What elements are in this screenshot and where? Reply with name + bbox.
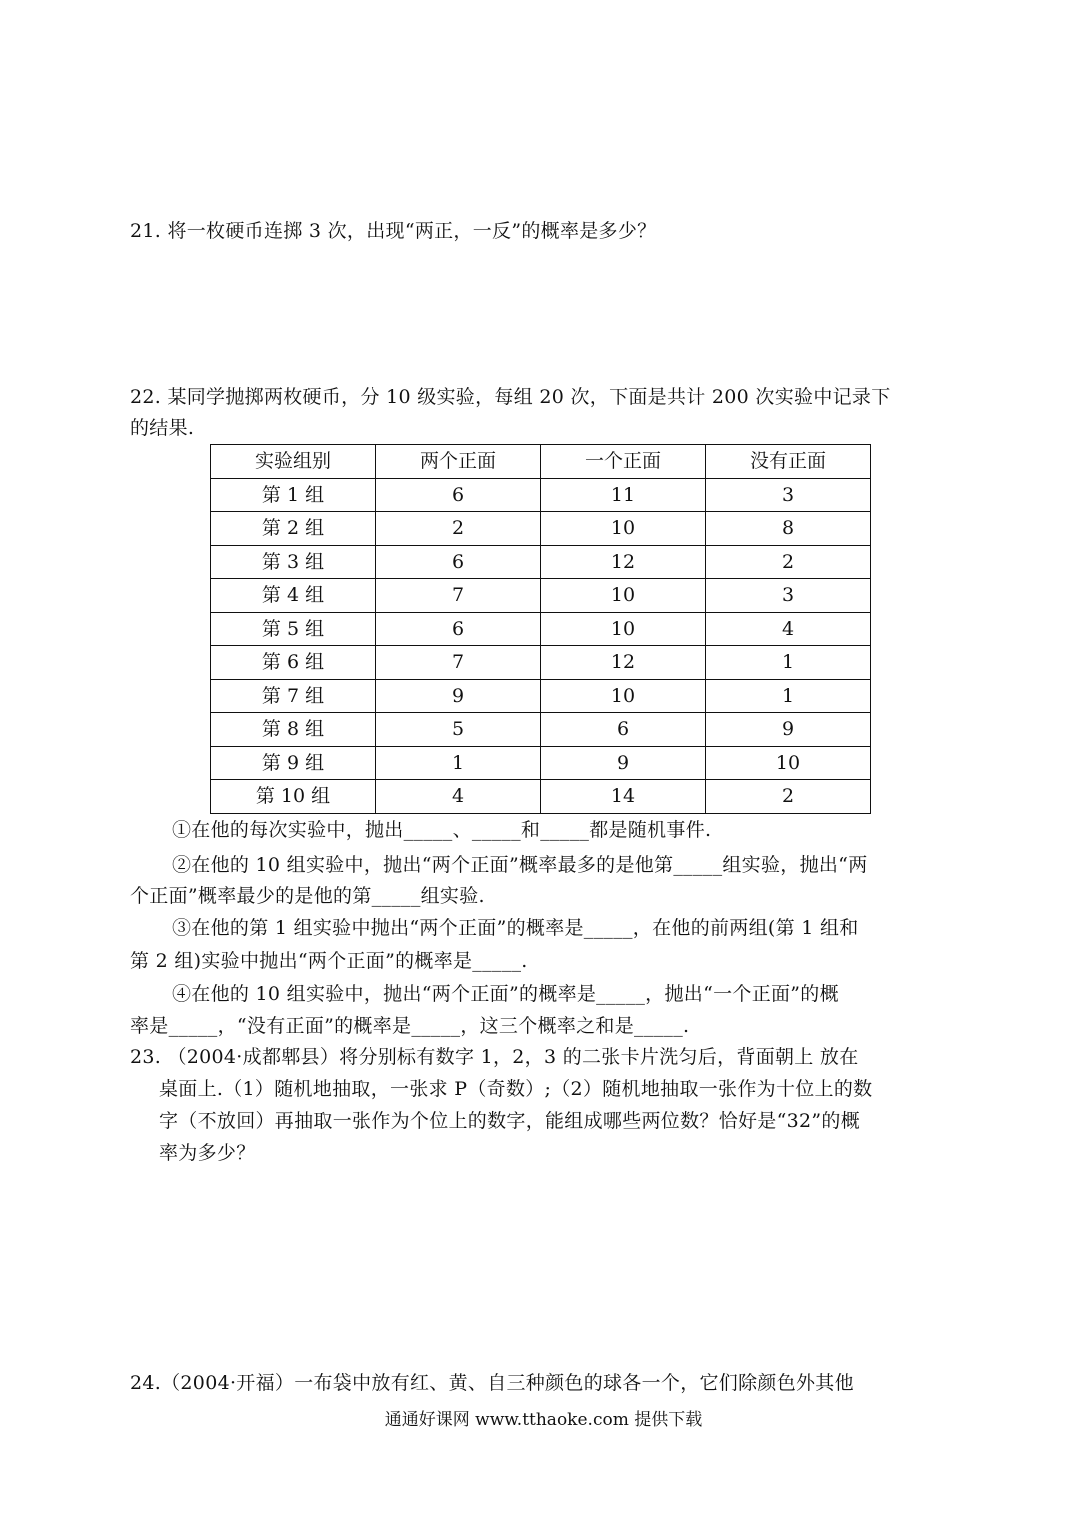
table-cell: 7 (376, 579, 541, 613)
table-cell: 第 8 组 (211, 713, 376, 747)
table-row (211, 713, 871, 747)
table-cell: 第 3 组 (211, 545, 376, 579)
table-cell: 2 (376, 512, 541, 546)
table-header-row (211, 445, 871, 479)
table-cell: 5 (376, 713, 541, 747)
table-cell: 11 (541, 478, 706, 512)
table-cell: 第 4 组 (211, 579, 376, 613)
table-cell: 1 (376, 746, 541, 780)
question-23-line-2: 桌面上.（1）随机地抽取，一张求 P（奇数）;（2）随机地抽取一张作为十位上的数 (159, 1078, 873, 1100)
question-21: 21. 将一枚硬币连掷 3 次，出现“两正，一反”的概率是多少？ (130, 220, 657, 242)
table-row (211, 512, 871, 546)
table-cell: 4 (706, 612, 871, 646)
header-one-head: 一个正面 (541, 445, 706, 479)
table-cell: 3 (706, 579, 871, 613)
table-cell: 10 (541, 612, 706, 646)
table-row (211, 646, 871, 680)
table-cell: 第 10 组 (211, 780, 376, 814)
question-22-sub-3-line-2: 第 2 组)实验中抛出“两个正面”的概率是_____. (130, 950, 528, 972)
table-cell: 2 (706, 545, 871, 579)
question-23-line-1: 23. （2004·成都郫县）将分别标有数字 1，2，3 的二张卡片洗匀后，背面朝上 放在 (130, 1046, 859, 1068)
table-row (211, 679, 871, 713)
question-24-line-1: 24.（2004·开福）一布袋中放有红、黄、自三种颜色的球各一个，它们除颜色外其他 (130, 1372, 854, 1394)
table-cell: 9 (376, 679, 541, 713)
table-cell: 第 2 组 (211, 512, 376, 546)
table-cell: 9 (541, 746, 706, 780)
page-footer: 通通好课网 www.tthaoke.com 提供下载 (384, 1410, 703, 1430)
question-23-line-4: 率为多少？ (159, 1142, 256, 1164)
question-23-line-3: 字（不放回）再抽取一张作为个位上的数字，能组成哪些两位数？恰好是“32”的概 (159, 1110, 861, 1132)
table-row (211, 780, 871, 814)
table-cell: 4 (376, 780, 541, 814)
table-cell: 10 (541, 679, 706, 713)
question-22-line-1: 22. 某同学抛掷两枚硬币，分 10 级实验，每组 20 次，下面是共计 200 次实验中记录下 (130, 386, 891, 408)
table-cell: 第 7 组 (211, 679, 376, 713)
table-row (211, 545, 871, 579)
question-22-sub-2-line-1: ②在他的 10 组实验中，抛出“两个正面”概率最多的是他第_____组实验，抛出“两 (172, 854, 868, 876)
table-cell: 12 (541, 646, 706, 680)
table-cell: 3 (706, 478, 871, 512)
table-row (211, 612, 871, 646)
table-cell: 第 6 组 (211, 646, 376, 680)
table-cell: 6 (376, 478, 541, 512)
table-cell: 12 (541, 545, 706, 579)
table-cell: 第 1 组 (211, 478, 376, 512)
header-two-heads: 两个正面 (376, 445, 541, 479)
table-cell: 6 (376, 612, 541, 646)
table-row (211, 579, 871, 613)
table-cell: 10 (541, 579, 706, 613)
table-cell: 14 (541, 780, 706, 814)
table-cell: 10 (706, 746, 871, 780)
table-cell: 6 (376, 545, 541, 579)
table-cell: 1 (706, 646, 871, 680)
question-22-sub-1: ①在他的每次实验中，抛出_____、_____和_____都是随机事件. (172, 819, 712, 841)
table-cell: 9 (706, 713, 871, 747)
question-22-line-2: 的结果. (130, 417, 195, 439)
table-cell: 8 (706, 512, 871, 546)
table-cell: 1 (706, 679, 871, 713)
table-cell: 第 9 组 (211, 746, 376, 780)
table-row (211, 746, 871, 780)
table-cell: 10 (541, 512, 706, 546)
question-22-sub-3-line-1: ③在他的第 1 组实验中抛出“两个正面”的概率是_____，在他的前两组(第 1 组和 (172, 917, 859, 939)
table-cell: 2 (706, 780, 871, 814)
table-cell: 7 (376, 646, 541, 680)
header-no-head: 没有正面 (706, 445, 871, 479)
table-cell: 6 (541, 713, 706, 747)
question-22-sub-4-line-2: 率是_____，“没有正面”的概率是_____，这三个概率之和是_____. (130, 1015, 690, 1037)
table-cell: 第 5 组 (211, 612, 376, 646)
header-group: 实验组别 (211, 445, 376, 479)
table-row (211, 478, 871, 512)
experiment-results-table (210, 444, 871, 814)
question-22-sub-2-line-2: 个正面”概率最少的是他的第_____组实验. (130, 885, 485, 907)
question-22-sub-4-line-1: ④在他的 10 组实验中，抛出“两个正面”的概率是_____，抛出“一个正面”的概 (172, 983, 839, 1005)
